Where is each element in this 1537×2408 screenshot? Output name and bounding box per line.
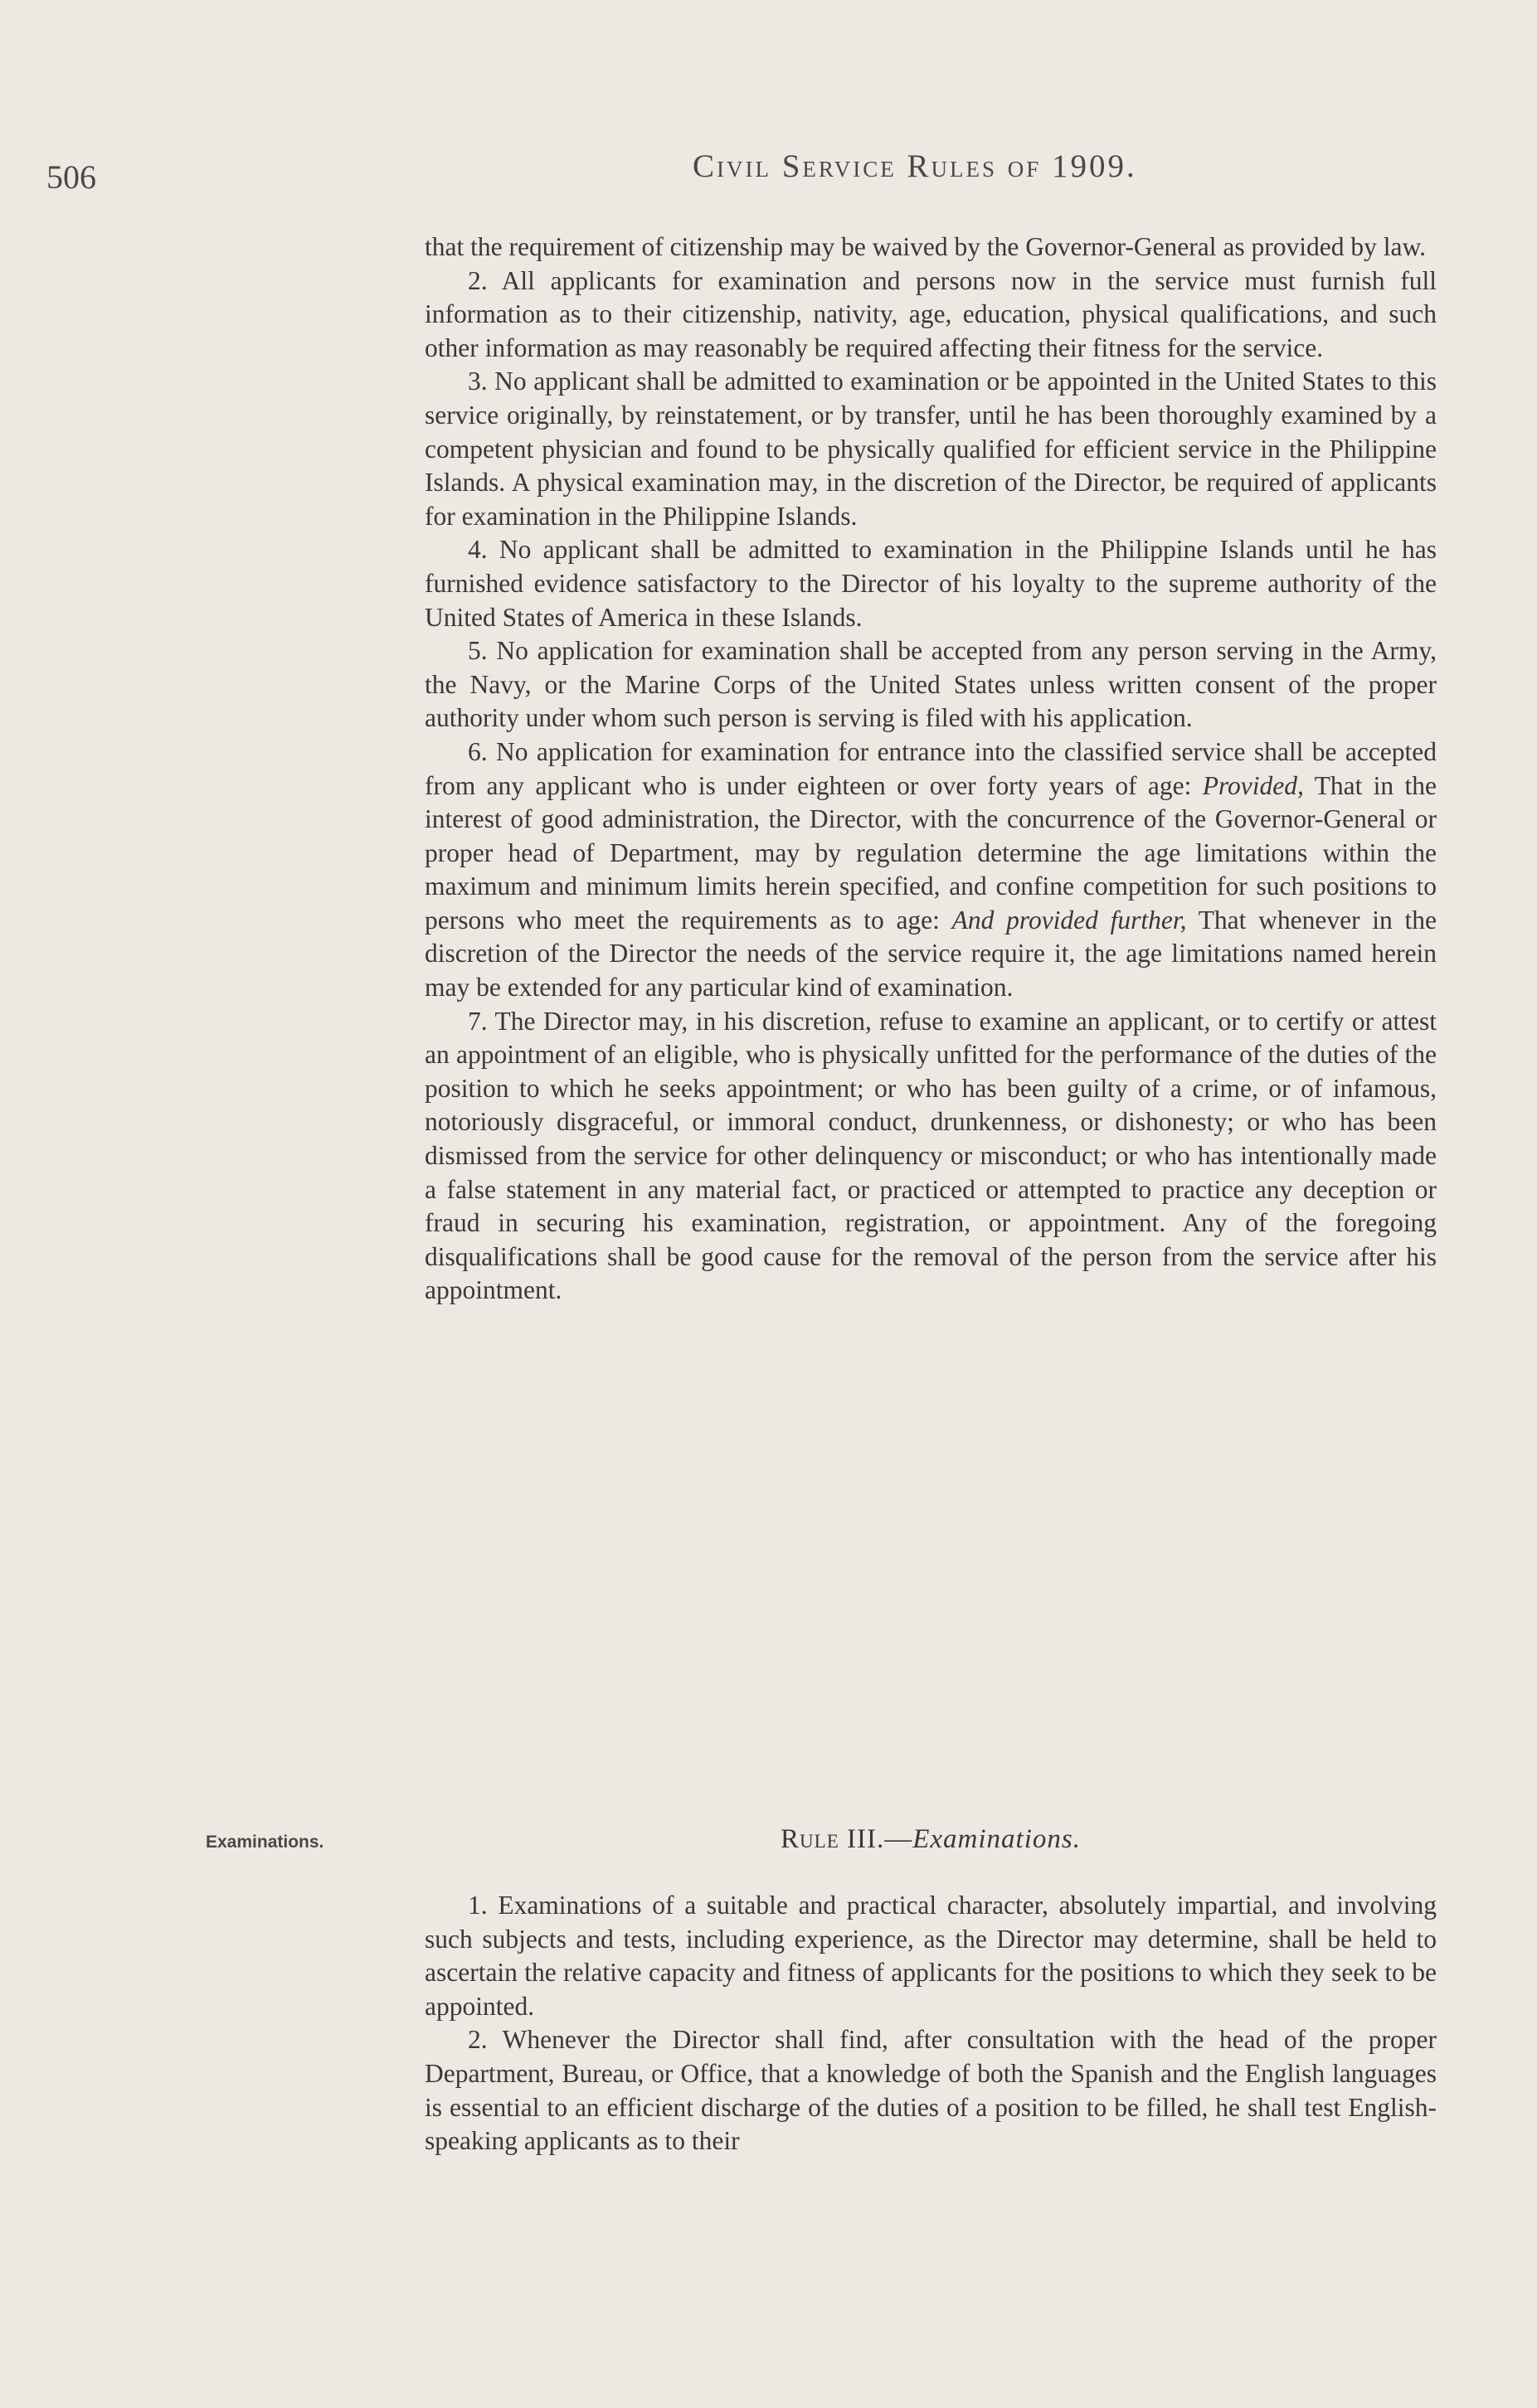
paragraph-4: 4. No applicant shall be admitted to examination in the Philippine Islands until he has furnished evidence satisfactory to the Director of his loyalty to the supreme authority of the United States of America in these Islands. — [425, 535, 1437, 632]
rule-iii-paragraph-2: 2. Whenever the Director shall find, after consultation with the head of the proper Department, Bureau, or Office, that a knowledge of both the Spanish and the English languages is essential to an efficient discharge of the duties of a position to be filled, he shall test English-speaking applicants as to their — [425, 2025, 1437, 2156]
paragraph-6 — [425, 736, 1437, 1005]
paragraph-3: 3. No applicant shall be admitted to examination or be appointed in the United States to this service originally, by reinstatement, or by transfer, until he has been thoroughly examined by a competent physician and found to be physically qualified for efficient service in the Philippine Islands. A physical examination may, in the discretion of the Director, be required of applicants for examination in the Philippine Islands. — [425, 367, 1437, 531]
rule-iii-heading-prefix: Rule III.— — [781, 1824, 913, 1854]
paragraph-6-part-c: That whenever in the discretion of the Director the needs of the service require it, the age limitations named herein may be extended for any particular kind of examination. — [425, 905, 1437, 1003]
rule-iii-paragraph-1: 1. Examinations of a suitable and practical character, absolutely impartial, and involving such subjects and tests, including experience, as the Director may determine, shall be held to ascertain the relative capacity and fitness of applicants for the positions to which they seek to be appointed. — [425, 1891, 1437, 2021]
paragraph-6-provided: Provided, — [1202, 770, 1304, 800]
rule-iii-heading — [425, 1824, 1437, 1855]
page-number: 506 — [46, 158, 96, 196]
paragraph-6-part-b: That in the interest of good administration, the Director, with the concurrence of the Governor-General or proper head of Department, may by regulation determine the age limitations within the maximum and minimum limits herein specified, and confine competition for such positions to persons who meet the requirements as to age: — [425, 770, 1437, 935]
margin-note-examinations: Examinations. — [206, 1833, 324, 1852]
paragraph-6-provided-further: And provided further, — [951, 905, 1187, 935]
rule-ii-continued-text — [425, 231, 1437, 1308]
paragraph-2: 2. All applicants for examination and persons now in the service must furnish full information as to their citizenship, nativity, age, education, physical qualifications, and such other information as may reasonably be required affecting their fitness for the service. — [425, 265, 1437, 362]
paragraph-6-part-a: 6. No application for examination for entrance into the classified service shall be accepted from any applicant who is under eighteen or over forty years of age: — [425, 736, 1437, 800]
paragraph-continuation: that the requirement of citizenship may be waived by the Governor-General as provided by law. — [425, 232, 1427, 261]
running-head: Civil Service Rules of 1909. — [693, 148, 1137, 184]
paragraph-5: 5. No application for examination shall be accepted from any person serving in the Army, the Navy, or the Marine Corps of the United States unless written consent of the proper authority under whom such person is serving is filed with his application. — [425, 636, 1437, 733]
rule-iii-heading-title: Examinations. — [912, 1824, 1081, 1854]
rule-iii-text — [425, 1889, 1437, 2158]
paragraph-7: 7. The Director may, in his discretion, refuse to examine an applicant, or to certify or attest an appointment of an eligible, who is physically unfitted for the performance of the duties of the position to which he seeks appointment; or who has been guilty of a crime, or of infamous, notoriously disgraceful, or immoral conduct, drunkenness, or dishonesty; or who has been dismissed from the service for other delinquency or misconduct; or who has intentionally made a false statement in any material fact, or practiced or attempted to practice any deception or fraud in securing his examination, registration, or appointment. Any of the foregoing disqualifications shall be good cause for the removal of the person from the service after his appointment. — [425, 1006, 1437, 1305]
